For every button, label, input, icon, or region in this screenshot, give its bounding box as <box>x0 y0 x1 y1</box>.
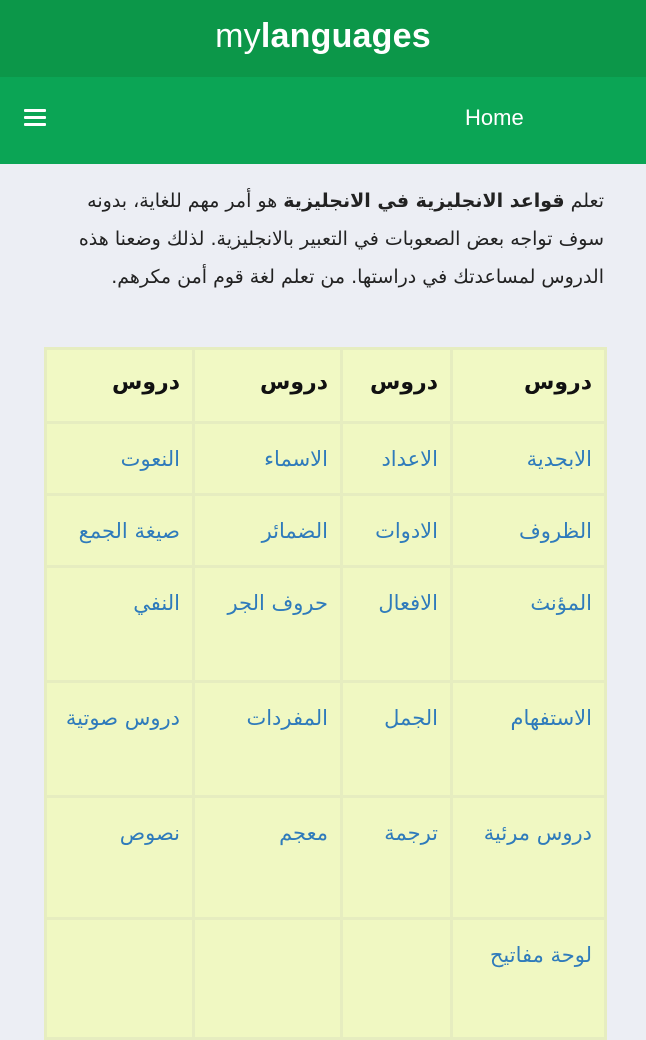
table-cell <box>46 682 194 797</box>
table-row <box>46 682 606 797</box>
table-cell-empty <box>46 919 194 1039</box>
logo-text-bold: languages <box>260 16 431 55</box>
intro-paragraph <box>0 164 646 348</box>
lesson-link-feminine[interactable]: المؤنث <box>530 591 592 615</box>
lesson-link-plural[interactable]: صيغة الجمع <box>78 519 180 543</box>
table-cell <box>194 682 342 797</box>
table-cell <box>342 797 452 919</box>
table-cell <box>452 423 606 495</box>
lesson-link-negation[interactable]: النفي <box>133 591 180 615</box>
table-row <box>46 567 606 682</box>
lesson-link-verbs[interactable]: الافعال <box>378 591 438 615</box>
table-cell <box>46 567 194 682</box>
lesson-link-dictionary[interactable]: معجم <box>279 821 328 845</box>
lesson-link-keyboard[interactable]: لوحة مفاتيح <box>489 943 592 967</box>
lesson-link-alphabet[interactable]: الابجدية <box>526 447 592 471</box>
lesson-link-texts[interactable]: نصوص <box>119 821 180 845</box>
lesson-link-questions[interactable]: الاستفهام <box>510 706 592 730</box>
logo-text-light: my <box>215 16 261 55</box>
table-cell <box>194 797 342 919</box>
column-header: دروس <box>194 349 342 423</box>
table-cell <box>452 797 606 919</box>
table-cell <box>452 495 606 567</box>
nav-bar <box>0 77 646 164</box>
table-cell-empty <box>194 919 342 1039</box>
lesson-link-articles[interactable]: الادوات <box>375 519 438 543</box>
site-logo[interactable] <box>215 16 431 55</box>
hamburger-menu-icon[interactable] <box>24 109 46 127</box>
lesson-link-adverbs[interactable]: الظروف <box>519 519 592 543</box>
lesson-link-vocabulary[interactable]: المفردات <box>246 706 328 730</box>
table-row <box>46 495 606 567</box>
table-cell-empty <box>342 919 452 1039</box>
lesson-link-pronouns[interactable]: الضمائر <box>261 519 328 543</box>
lesson-link-numbers[interactable]: الاعداد <box>381 447 438 471</box>
intro-text-1: تعلم <box>564 190 604 212</box>
table-cell <box>46 797 194 919</box>
table-cell <box>342 682 452 797</box>
table-cell <box>452 567 606 682</box>
top-bar <box>0 0 646 77</box>
intro-bold-text: قواعد الانجليزية في الانجليزية <box>283 190 565 212</box>
table-row <box>46 797 606 919</box>
table-cell <box>194 423 342 495</box>
intro-text-2: هو أمر مهم للغاية، بدونه سوف تواجه بعض الصعوبات في التعبير بالانجليزية. لذلك وضعنا هذه الدروس لمساعدتك في دراستها. من تعلم لغة قوم أمن مكرهم. <box>78 190 604 288</box>
table-header-row <box>46 349 606 423</box>
nav-home-link[interactable]: Home <box>465 105 524 130</box>
column-header: دروس <box>452 349 606 423</box>
lesson-link-sentences[interactable]: الجمل <box>384 706 438 730</box>
lessons-table <box>44 347 607 1040</box>
table-cell <box>194 495 342 567</box>
table-cell <box>46 495 194 567</box>
column-header: دروس <box>342 349 452 423</box>
table-cell <box>194 567 342 682</box>
lesson-link-nouns[interactable]: الاسماء <box>264 447 328 471</box>
table-row <box>46 919 606 1039</box>
column-header: دروس <box>46 349 194 423</box>
table-cell <box>342 423 452 495</box>
lesson-link-adjectives[interactable]: النعوت <box>120 447 180 471</box>
table-cell <box>452 682 606 797</box>
table-cell <box>46 423 194 495</box>
lesson-link-video-lessons[interactable]: دروس مرئية <box>483 821 592 845</box>
lesson-link-translation[interactable]: ترجمة <box>384 821 438 845</box>
lesson-link-audio-lessons[interactable]: دروس صوتية <box>65 706 180 730</box>
table-cell <box>452 919 606 1039</box>
table-cell <box>342 495 452 567</box>
table-row <box>46 423 606 495</box>
table-cell <box>342 567 452 682</box>
lesson-link-prepositions[interactable]: حروف الجر <box>227 591 328 615</box>
